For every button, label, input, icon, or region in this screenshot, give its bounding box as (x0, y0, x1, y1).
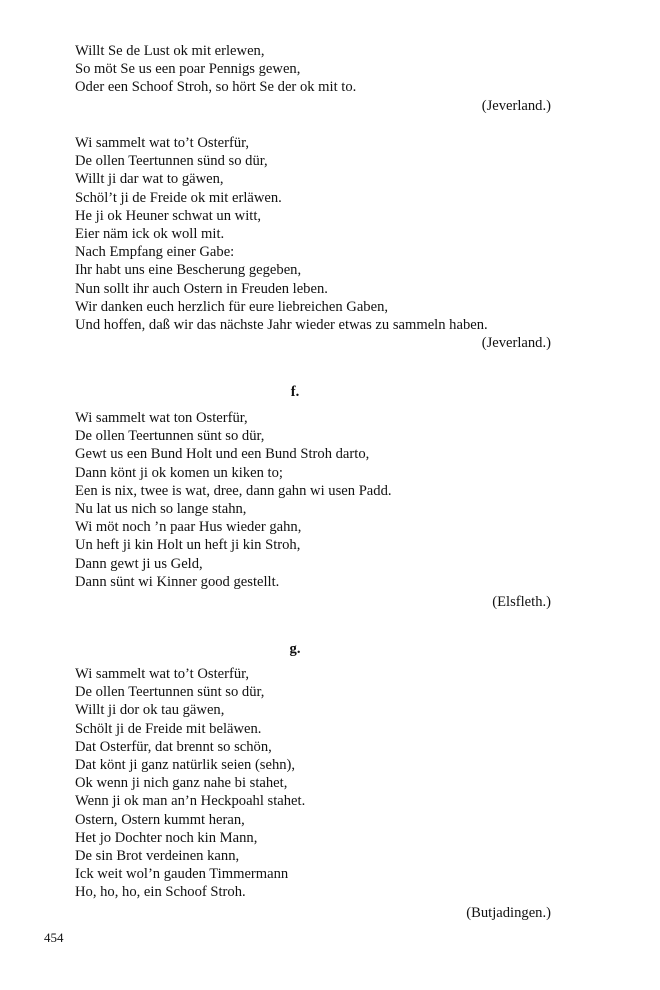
verse-line: Un heft ji kin Holt un heft ji kin Stroh, (75, 537, 301, 554)
source-attribution: (Jeverland.) (481, 97, 551, 114)
verse-block (75, 42, 551, 115)
verse-line: Schöl’t ji de Freide ok mit erläwen. (75, 189, 282, 206)
verse-line: Willt ji dor ok tau gäwen, (75, 702, 225, 719)
verse-line: Ok wenn ji nich ganz nahe bi stahet, (75, 775, 288, 792)
source-attribution: (Jeverland.) (481, 335, 551, 352)
verse-line: Dat Osterfür, dat brennt so schön, (75, 738, 272, 755)
verse-line: Eier näm ick ok woll mit. (75, 226, 225, 243)
verse-block (75, 665, 551, 922)
verse-line: Ostern, Ostern kummt heran, (75, 811, 245, 828)
verse-line: Wi sammelt wat to’t Osterfür, (75, 135, 250, 151)
source-attribution: (Elsfleth.) (492, 594, 551, 611)
verse-line: Ick weit wol’n gauden Timmermann (75, 866, 289, 883)
verse-line: So möt Se us een poar Pennigs gewen, (75, 61, 301, 78)
verse-line: Wi möt noch ’n paar Hus wieder gahn, (75, 519, 302, 536)
verse-line: Dann gewt ji us Geld, (75, 555, 203, 572)
verse-line: Willt ji dar wat to gäwen, (75, 171, 224, 188)
verse-line: Wi sammelt wat to’t Osterfür, (75, 666, 250, 682)
verse-line: Ihr habt uns eine Bescherung gegeben, (75, 262, 302, 279)
verse-block (75, 409, 551, 611)
verse-line: Een is nix, twee is wat, dree, dann gahn wi usen Padd. (75, 482, 392, 499)
verse-line: Wir danken euch herzlich für eure liebreichen Gaben, (75, 298, 389, 315)
section-heading: f. (290, 384, 300, 400)
verse-line: Wenn ji ok man an’n Heckpoahl stahet. (75, 793, 306, 810)
section-heading: g. (289, 641, 301, 657)
verse-line: Dat könt ji ganz natürlik seien (sehn), (75, 757, 296, 774)
verse-line: De sin Brot verdeinen kann, (75, 848, 240, 865)
source-attribution: (Butjadingen.) (466, 904, 551, 921)
verse-line: Gewt us een Bund Holt und een Bund Stroh darto, (75, 446, 370, 463)
verse-line: De ollen Teertunnen sünt so dür, (75, 428, 265, 445)
verse-line: Schölt ji de Freide mit beläwen. (75, 720, 262, 737)
verse-line: Nun sollt ihr auch Ostern in Freuden leben. (75, 280, 328, 297)
verse-line: He ji ok Heuner schwat un witt, (75, 207, 262, 224)
verse-line: Nu lat us nich so lange stahn, (75, 501, 247, 518)
verse-line: Willt Se de Lust ok mit erlewen, (75, 43, 265, 59)
verse-line: Dann könt ji ok komen un kiken to; (75, 464, 283, 481)
verse-line: Dann sünt wi Kinner good gestellt. (75, 573, 280, 590)
verse-block (75, 134, 551, 352)
page-number: 454 (44, 930, 64, 945)
verse-line: Oder een Schoof Stroh, so hört Se der ok mit to. (75, 79, 357, 96)
verse-line: Wi sammelt wat ton Osterfür, (75, 410, 248, 426)
verse-line: Nach Empfang einer Gabe: (75, 244, 235, 261)
verse-line: De ollen Teertunnen sünd so dür, (75, 153, 268, 170)
verse-line: Het jo Dochter noch kin Mann, (75, 829, 258, 846)
verse-line: Ho, ho, ho, ein Schoof Stroh. (75, 884, 246, 901)
verse-line: Und hoffen, daß wir das nächste Jahr wieder etwas zu sammeln haben. (75, 317, 488, 334)
verse-line: De ollen Teertunnen sünt so dür, (75, 684, 265, 701)
